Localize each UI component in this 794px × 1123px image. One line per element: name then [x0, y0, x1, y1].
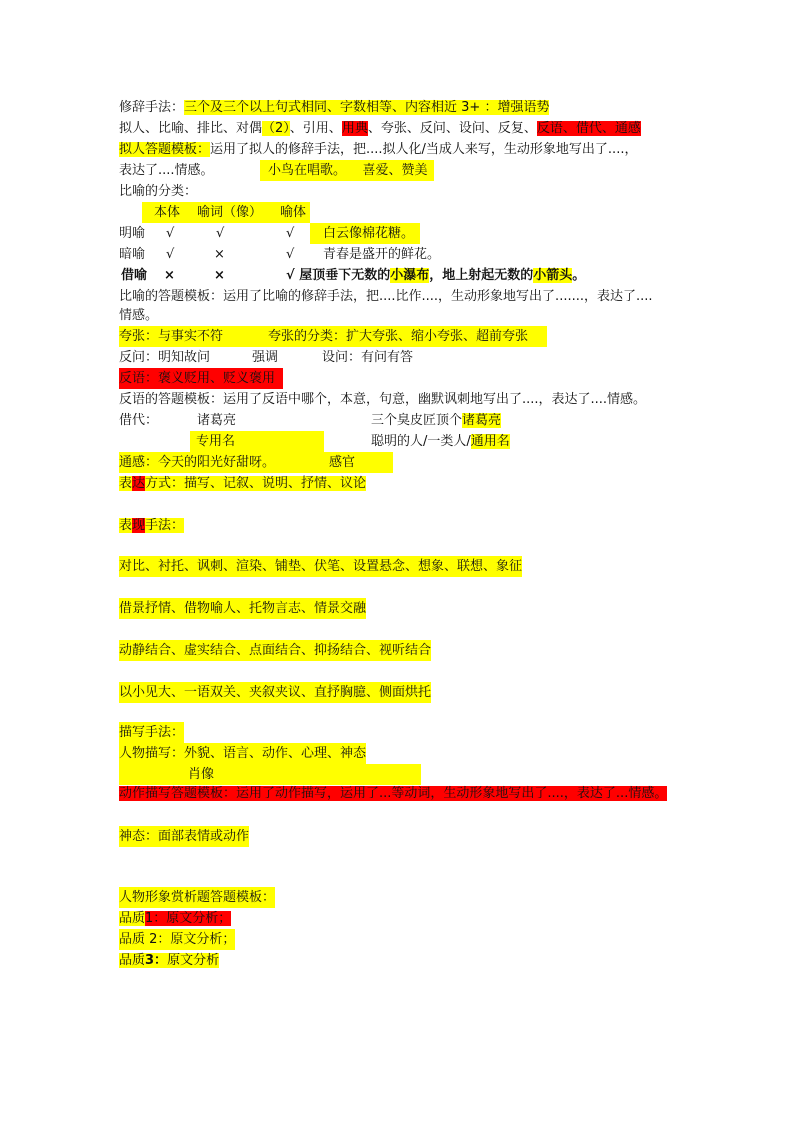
expression-modes: 方式：描写、记叙、说明、抒情、议论 [145, 476, 367, 491]
proverb-part: 三个臭皮匠顶个 [371, 413, 463, 428]
text-part: 表 [119, 476, 133, 491]
personification-template-line [119, 139, 637, 160]
specific-name-example: 诸葛亮 [197, 413, 237, 428]
quality-number: 3： [145, 953, 168, 968]
hyperbole-line [119, 326, 547, 347]
couplet-count: （2） [262, 121, 290, 136]
common-noun-example [371, 431, 510, 452]
cell-tenor: × [164, 268, 175, 283]
example-part: 。 [572, 268, 586, 283]
row-label: 借喻 [121, 268, 148, 283]
text-part: 手法： [145, 518, 185, 533]
col-tenor: 本体 [154, 205, 181, 220]
proper-noun-label: 专用名 [190, 431, 324, 452]
text-part: 表 [119, 518, 133, 533]
quality-2: 品质 2：原文分析； [119, 929, 235, 950]
cell-vehicle: √ [286, 226, 295, 241]
proverb-name-highlight: 诸葛亮 [462, 413, 502, 428]
rhetoric-list-part: 、引用、 [289, 121, 342, 136]
quality-1-analysis: 1：原文分析； [145, 911, 232, 926]
question-line [119, 347, 519, 368]
allusion-highlight: 用典 [341, 121, 368, 136]
metaphor-table-header [142, 202, 310, 223]
cell-comparator: × [214, 268, 225, 283]
simile-example: 白云像棉花糖。 [310, 223, 420, 244]
description-heading: 描写手法： [119, 722, 184, 743]
row-label: 暗喻 [119, 247, 146, 262]
technique-list-3: 动静结合、虚实结合、点面结合、抑扬结合、视听结合 [119, 640, 431, 661]
example-sentence: 小鸟在唱歌。 [268, 163, 347, 178]
technique-list-4: 以小见大、一语双关、夹叙夹议、直抒胸臆、侧面烘托 [119, 682, 431, 703]
quality-3-analysis: 原文分析 [167, 953, 220, 968]
character-description: 人物描写：外貌、语言、动作、心理、神态 [119, 743, 366, 764]
quality-1 [119, 908, 231, 929]
row-label: 明喻 [119, 226, 146, 241]
vehicle-highlight: 小箭头 [533, 268, 573, 283]
cell-vehicle: √ [286, 247, 295, 262]
irony-metonymy-synesthesia-highlight: 反语、借代、通感 [536, 121, 641, 136]
synesthesia-line [119, 452, 393, 473]
metaphor-row-metaphor [119, 244, 719, 265]
hyperbole-definition: 夸张：与事实不符 [119, 329, 224, 344]
implicit-example [286, 265, 585, 286]
metonymy-line [119, 410, 639, 431]
action-template-text: 动作描写答题模板：运用了动作描写，运用了...等动词，生动形象地写出了....，表达了...情感。 [119, 786, 668, 801]
example-emotion: 喜爱、赞美 [362, 163, 428, 178]
metaphor-row-implicit [119, 265, 739, 286]
quality-label: 品质 [119, 953, 146, 968]
portrait-line [119, 764, 421, 785]
metaphor-example: 青春是盛开的鲜花。 [323, 247, 441, 262]
quality-3 [119, 950, 219, 971]
rhetoric-list-part: 拟人、比喻、排比、对偶 [119, 121, 263, 136]
portrait-label: 肖像 [188, 767, 215, 782]
rhetoric-list-part: 、夸张、反问、设问、反复、 [367, 121, 537, 136]
vehicle-highlight: 小瀑布 [390, 268, 430, 283]
col-comparator: 喻词（像） [197, 205, 263, 220]
metonymy-line-2 [119, 431, 639, 452]
expression-mode-line [119, 473, 366, 494]
red-highlight-char: 现 [132, 518, 146, 533]
parallelism-definition: 三个及三个以上句式相同、字数相等、内容相近 3+ ：增强语势 [184, 100, 550, 115]
personification-example-line [119, 160, 428, 181]
expression-definition: 神态：面部表情或动作 [119, 826, 249, 847]
common-noun-highlight: 通用名 [470, 434, 510, 449]
rhetoric-label: 修辞手法： [119, 100, 185, 115]
technique-list-2: 借景抒情、借物喻人、托物言志、情景交融 [119, 598, 366, 619]
example-part: 屋顶垂下无数的 [299, 268, 391, 283]
hypophora-definition: 设问：有问有答 [322, 350, 414, 365]
cell-tenor: √ [166, 226, 175, 241]
template-ending: 表达了....情感。 [119, 163, 214, 178]
personification-template-label: 拟人答题模板： [119, 142, 211, 157]
example-part: ，地上射起无数的 [429, 268, 534, 283]
personification-example [260, 160, 434, 181]
cell-comparator: √ [216, 226, 225, 241]
metonymy-label: 借代： [119, 413, 159, 428]
metaphor-template-end: 情感。 [119, 308, 159, 323]
red-highlight-char: 达 [132, 476, 146, 491]
common-noun-part: 聪明的人/一类人/ [371, 434, 471, 449]
character-analysis-heading: 人物形象赏析题答题模板： [119, 887, 275, 908]
rhetorical-question-definition: 反问：明知故问 [119, 350, 211, 365]
metaphor-template: 比喻的答题模板：运用了比喻的修辞手法，把....比作....，生动形象地写出了.......，表达了.... [119, 289, 653, 304]
irony-definition: 反语：褒义贬用、贬义褒用 [119, 368, 283, 389]
personification-template-text: 运用了拟人的修辞手法，把....拟人化/当成人来写，生动形象地写出了....， [210, 142, 638, 157]
technique-list-1: 对比、衬托、讽刺、渲染、铺垫、伏笔、设置悬念、想象、联想、象征 [119, 556, 522, 577]
metaphor-row-simile [119, 223, 719, 244]
metaphor-types-heading: 比喻的分类： [119, 184, 198, 199]
rhetoric-list-line [119, 118, 641, 139]
rhetoric-heading-line [119, 97, 549, 118]
proverb-example [371, 410, 501, 431]
action-template [119, 784, 679, 804]
cell-tenor: √ [166, 247, 175, 262]
technique-heading [119, 515, 184, 536]
senses-label: 感官 [329, 455, 356, 470]
col-vehicle: 喻体 [280, 205, 307, 220]
irony-template: 反语的答题模板：运用了反语中哪个，本意，句意，幽默讽刺地写出了....，表达了....情感。 [119, 392, 647, 407]
cell-vehicle: √ [286, 268, 295, 283]
synesthesia-example: 通感：今天的阳光好甜呀。 [119, 455, 276, 470]
cell-comparator: × [214, 247, 225, 262]
hyperbole-types: 夸张的分类：扩大夸张、缩小夸张、超前夸张 [268, 329, 529, 344]
emphasis-note: 强调 [252, 350, 279, 365]
quality-label: 品质 [119, 911, 146, 926]
